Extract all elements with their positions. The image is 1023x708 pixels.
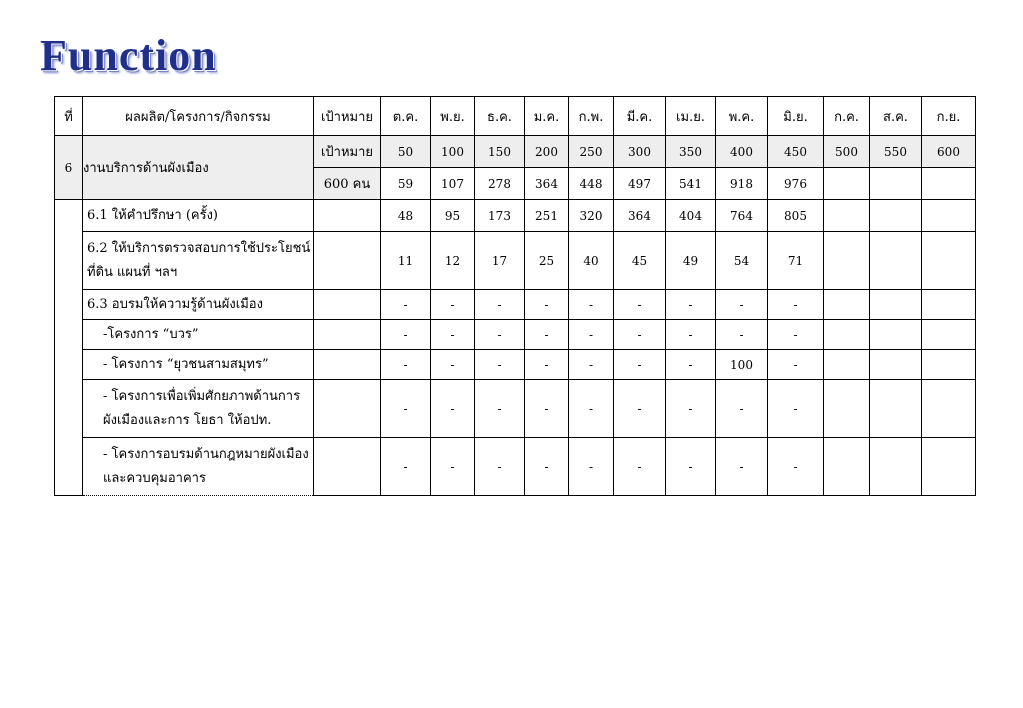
activity-value [824,290,870,320]
activity-value [922,380,976,438]
activity-value: - [614,380,666,438]
main-target-row [55,136,976,168]
activity-value: - [525,380,569,438]
activity-value: - [475,350,525,380]
header-month: เม.ย. [666,97,716,136]
actual-cell: 278 [475,168,525,200]
activity-target [314,350,381,380]
activity-target [314,200,381,232]
activity-no-cell [55,200,83,496]
activity-name: 6.1 ให้คำปรึกษา (ครั้ง) [83,200,314,232]
activity-target [314,232,381,290]
activity-value [870,320,922,350]
activity-target [314,438,381,496]
activity-value: - [768,290,824,320]
activity-value [870,438,922,496]
activity-value: - [768,380,824,438]
activity-value: - [569,438,614,496]
actual-cell [870,168,922,200]
activity-value [870,232,922,290]
actual-cell: 918 [716,168,768,200]
activity-value [870,350,922,380]
target-cell: 150 [475,136,525,168]
activity-value: 251 [525,200,569,232]
activity-value: - [614,290,666,320]
activity-value: - [666,290,716,320]
header-row [55,97,976,136]
header-month: ก.ย. [922,97,976,136]
activity-value: - [381,350,431,380]
activity-name: - โครงการอบรมด้านกฎหมายผังเมืองและควบคุมอาคาร [83,438,314,496]
activity-value: - [381,438,431,496]
activity-value: - [475,380,525,438]
actual-cell [922,168,976,200]
header-no: ที่ [55,97,83,136]
header-month: พ.ย. [431,97,475,136]
activity-value: - [768,320,824,350]
header-target: เป้าหมาย [314,97,381,136]
activity-value: 173 [475,200,525,232]
activity-value: - [525,320,569,350]
activity-value: - [381,380,431,438]
target-cell: 200 [525,136,569,168]
target-cell: 350 [666,136,716,168]
activity-value: - [431,320,475,350]
activity-value: - [381,320,431,350]
activity-row [55,438,976,496]
activity-name: -โครงการ “บวร” [83,320,314,350]
activity-row [55,380,976,438]
activity-value [824,380,870,438]
header-month: ส.ค. [870,97,922,136]
activity-target [314,380,381,438]
activity-value [824,200,870,232]
activity-value: 95 [431,200,475,232]
actual-cell: 541 [666,168,716,200]
actual-cell: 59 [381,168,431,200]
activity-value: - [666,350,716,380]
activity-value: - [381,290,431,320]
header-month: มี.ค. [614,97,666,136]
activity-value: - [768,350,824,380]
activity-value: - [569,380,614,438]
activity-value: - [569,350,614,380]
activity-value: 54 [716,232,768,290]
header-month: ม.ค. [525,97,569,136]
activity-target [314,320,381,350]
activity-value: - [716,438,768,496]
actual-cell [824,168,870,200]
activity-value: - [525,438,569,496]
activity-value: 320 [569,200,614,232]
activity-value: - [768,438,824,496]
activity-value: 48 [381,200,431,232]
activity-value: - [525,290,569,320]
target-cell: 450 [768,136,824,168]
activity-value [824,320,870,350]
actual-cell: 107 [431,168,475,200]
activity-value: - [431,380,475,438]
actual-cell: 364 [525,168,569,200]
header-activity: ผลผลิต/โครงการ/กิจกรรม [83,97,314,136]
activity-value [922,290,976,320]
activity-value: - [716,320,768,350]
activity-value [922,438,976,496]
actual-cell: 497 [614,168,666,200]
activity-name: 6.3 อบรมให้ความรู้ด้านผังเมือง [83,290,314,320]
activity-name: - โครงการ “ยุวชนสามสมุทร” [83,350,314,380]
activity-value [870,290,922,320]
actual-cell: 976 [768,168,824,200]
activity-value [824,350,870,380]
activity-value: - [475,290,525,320]
activity-row [55,200,976,232]
activity-value [870,380,922,438]
header-month: ก.ค. [824,97,870,136]
activity-value: - [614,320,666,350]
activity-value: - [475,438,525,496]
activity-row [55,320,976,350]
activity-value [824,232,870,290]
activity-value [922,350,976,380]
activity-value: 71 [768,232,824,290]
main-target-label: เป้าหมาย [314,136,381,168]
target-cell: 50 [381,136,431,168]
activity-value: - [569,290,614,320]
activity-value: - [431,350,475,380]
activity-value: 364 [614,200,666,232]
target-cell: 100 [431,136,475,168]
activity-value: 25 [525,232,569,290]
header-month: ก.พ. [569,97,614,136]
actual-cell: 448 [569,168,614,200]
target-cell: 600 [922,136,976,168]
activity-value: - [569,320,614,350]
activity-name: 6.2 ให้บริการตรวจสอบการใช้ประโยชน์ที่ดิน แผนที่ ฯลฯ [83,232,314,290]
activity-value [922,200,976,232]
activity-value: 40 [569,232,614,290]
activity-value: 49 [666,232,716,290]
function-table [54,96,976,496]
activity-value: 805 [768,200,824,232]
header-month: มิ.ย. [768,97,824,136]
activity-value: - [614,438,666,496]
activity-value: - [431,438,475,496]
header-month: ธ.ค. [475,97,525,136]
activity-row [55,350,976,380]
header-month: พ.ค. [716,97,768,136]
header-month: ต.ค. [381,97,431,136]
main-target-value: 600 คน [314,168,381,200]
activity-row [55,290,976,320]
activity-value: 100 [716,350,768,380]
activity-value: - [716,290,768,320]
activity-value: - [716,380,768,438]
activity-value: 764 [716,200,768,232]
activity-value [922,320,976,350]
activity-value: 45 [614,232,666,290]
activity-value: 17 [475,232,525,290]
main-no: 6 [55,136,83,200]
activity-value: - [666,320,716,350]
activity-value: 11 [381,232,431,290]
activity-value: 12 [431,232,475,290]
activity-value: - [475,320,525,350]
main-name: งานบริการด้านผังเมือง [83,136,314,200]
activity-name: - โครงการเพื่อเพิ่มศักยภาพด้านการผังเมืองและการ โยธา ให้อปท. [83,380,314,438]
activity-target [314,290,381,320]
target-cell: 400 [716,136,768,168]
target-cell: 550 [870,136,922,168]
target-cell: 250 [569,136,614,168]
activity-row [55,232,976,290]
activity-value: - [614,350,666,380]
activity-value [922,232,976,290]
target-cell: 500 [824,136,870,168]
activity-value: - [431,290,475,320]
activity-value: 404 [666,200,716,232]
activity-value [824,438,870,496]
activity-value: - [525,350,569,380]
activity-value: - [666,438,716,496]
activity-value: - [666,380,716,438]
page-title: Function [40,31,217,80]
target-cell: 300 [614,136,666,168]
activity-value [870,200,922,232]
